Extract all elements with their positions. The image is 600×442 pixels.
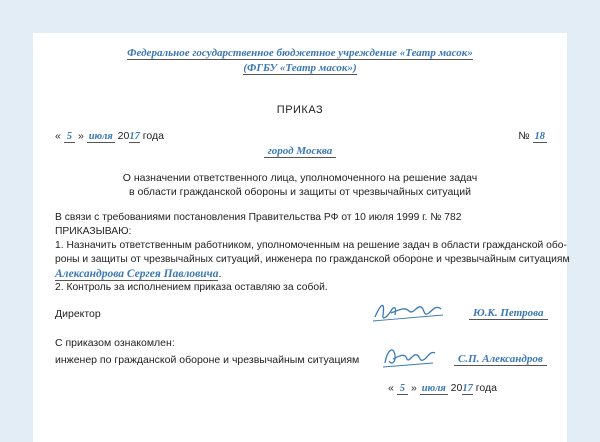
bottom-date-year: 17 bbox=[462, 383, 473, 394]
document-title: ПРИКАЗ bbox=[276, 104, 324, 116]
basis-text: В связи с требованиями постановления Правительства РФ от 10 июля 1999 г. № 782 bbox=[55, 212, 462, 223]
date-year: 17 bbox=[129, 131, 140, 142]
item-1-line-2: роны и защиты от чрезвычайных ситуаций, инженера по гражданской обороне и чрезвычайным ситуациям bbox=[55, 254, 570, 265]
engineer-signature bbox=[379, 341, 439, 371]
director-role: Директор bbox=[55, 308, 101, 320]
item-1-line-1: 1. Назначить ответственным работником, уполномоченным на решение задач в области гражданской обо- bbox=[55, 240, 567, 251]
subject-line-1: О назначении ответственного лица, уполномоченного на решение задач bbox=[122, 172, 478, 184]
org-line-2: (ФГБУ «Театр масок») bbox=[243, 62, 357, 74]
item-2: 2. Контроль за исполнением приказа оставляю за собой. bbox=[55, 282, 328, 293]
order-number: № 18 bbox=[518, 130, 545, 142]
bottom-date-month: июля bbox=[421, 383, 446, 394]
engineer-name: С.П. Александров bbox=[454, 353, 547, 365]
appointee-name: Александрова Сергея Павловича bbox=[55, 268, 219, 280]
order-word: ПРИКАЗЫВАЮ: bbox=[55, 226, 132, 237]
item-1-name-line: Александрова Сергея Павловича. bbox=[55, 268, 222, 280]
subject-line-2: в области гражданской обороны и защиты от чрезвычайных ситуаций bbox=[128, 186, 472, 198]
bottom-date-day: 5 bbox=[397, 383, 408, 395]
date-day: 5 bbox=[64, 131, 75, 143]
bottom-date: « 5 » июля 2017 года bbox=[388, 382, 497, 394]
city: город Москва bbox=[33, 145, 567, 157]
org-line-1: Федеральное государственное бюджетное учреждение «Театр масок» bbox=[127, 47, 473, 59]
date-month: июля bbox=[88, 131, 113, 142]
director-name: Ю.К. Петрова bbox=[469, 307, 548, 319]
date-row: « 5 » июля 2017 года bbox=[55, 130, 164, 142]
director-signature bbox=[371, 295, 451, 327]
acquaint-role: инженер по гражданской обороне и чрезвычайным ситуациям bbox=[55, 354, 360, 366]
document-sheet bbox=[33, 33, 570, 442]
acquaint-label: С приказом ознакомлен: bbox=[55, 337, 175, 349]
